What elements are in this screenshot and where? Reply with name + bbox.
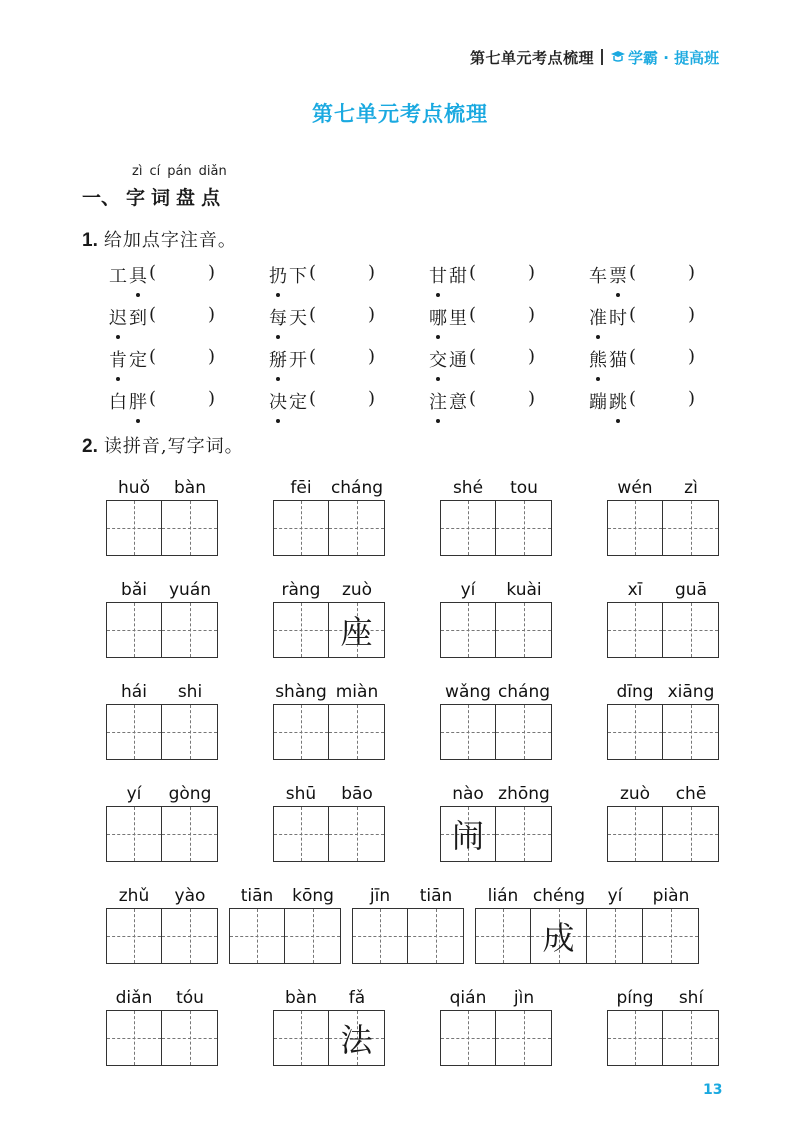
tianzi-cell[interactable]: [273, 704, 329, 760]
answer-paren-close: ): [368, 304, 376, 325]
word-char: 甜: [449, 266, 467, 287]
word-char: 工: [109, 266, 127, 287]
answer-blank[interactable]: [316, 388, 368, 414]
header-brand-text: 学霸 · 提高班: [628, 48, 720, 67]
tianzi-cell[interactable]: [106, 908, 162, 964]
pinyin-label: wǎng: [445, 682, 491, 702]
pinyin-label: lián: [487, 886, 519, 906]
word-char: 车: [589, 266, 607, 287]
tianzi-cell[interactable]: [440, 704, 496, 760]
pinyin-label: fǎ: [348, 988, 366, 1008]
pinyin-label: zì: [684, 478, 698, 498]
tianzi-cell[interactable]: [106, 602, 162, 658]
prefilled-char: 成: [542, 919, 575, 957]
pinyin-label: shàng: [275, 682, 327, 702]
answer-paren-close: ): [688, 262, 696, 283]
word-char: 定: [289, 392, 307, 413]
tianzi-cell[interactable]: [663, 1010, 719, 1066]
tianzi-cell[interactable]: [663, 500, 719, 556]
answer-paren-close: ): [688, 346, 696, 367]
pinyin-label: chē: [675, 784, 707, 804]
pinyin-label: gòng: [168, 784, 212, 804]
pinyin-label: cháng: [330, 478, 384, 498]
tianzi-cell[interactable]: [273, 500, 329, 556]
pinyin-label: bāo: [341, 784, 373, 804]
tianzi-cell[interactable]: [162, 806, 218, 862]
answer-paren-close: ): [208, 262, 216, 283]
header-divider: [601, 49, 603, 65]
answer-paren-open: (: [629, 388, 637, 409]
word-char: 意: [449, 392, 467, 413]
pinyin-label: bǎi: [121, 580, 147, 600]
tianzi-cell[interactable]: [587, 908, 643, 964]
tianzi-cell[interactable]: [440, 500, 496, 556]
tianzi-cell[interactable]: [162, 704, 218, 760]
tianzi-cell[interactable]: [440, 806, 496, 862]
word-char: 里: [449, 308, 467, 329]
pinyin-label: shí: [678, 988, 704, 1008]
word-char: 哪: [428, 304, 448, 330]
answer-paren-open: (: [629, 304, 637, 325]
tianzi-cell[interactable]: [496, 602, 552, 658]
answer-blank[interactable]: [156, 262, 208, 288]
pinyin-label: piàn: [652, 886, 690, 906]
tianzi-cell[interactable]: [663, 704, 719, 760]
question-2: [82, 432, 244, 458]
answer-paren-open: (: [629, 346, 637, 367]
section-heading-num: 一、: [82, 187, 121, 209]
annotation-word: [428, 304, 535, 330]
word-char: 准: [588, 304, 608, 330]
annotation-word: [588, 304, 695, 330]
word-char: 肯: [108, 346, 128, 372]
pinyin-label: shū: [285, 784, 317, 804]
answer-paren-close: ): [368, 388, 376, 409]
pinyin-label: chéng: [532, 886, 586, 906]
pinyin-label: yuán: [168, 580, 212, 600]
tianzi-cell[interactable]: [106, 704, 162, 760]
pinyin-label: píng: [616, 988, 654, 1008]
tianzi-cell[interactable]: [273, 806, 329, 862]
tianzi-cell[interactable]: [496, 704, 552, 760]
pinyin-label: zuò: [619, 784, 651, 804]
answer-blank[interactable]: [476, 304, 528, 330]
word-char: 下: [289, 266, 307, 287]
answer-paren-close: ): [528, 304, 536, 325]
word-char: 掰: [268, 346, 288, 372]
section-heading-char-3: 盘: [176, 187, 202, 209]
tianzi-cell[interactable]: [440, 1010, 496, 1066]
pinyin-label: ràng: [281, 580, 321, 600]
pinyin-label: yí: [460, 580, 476, 600]
pinyin-label: miàn: [335, 682, 379, 702]
annotation-word: [108, 346, 215, 372]
annotation-word: [268, 304, 375, 330]
page-header: [470, 46, 719, 68]
pinyin-label: dīng: [616, 682, 654, 702]
answer-paren-close: ): [208, 388, 216, 409]
answer-blank[interactable]: [636, 346, 688, 372]
word-char: 时: [609, 308, 627, 329]
tianzi-cell[interactable]: [607, 704, 663, 760]
tianzi-cell[interactable]: [229, 908, 285, 964]
pinyin-label: diǎn: [115, 988, 153, 1008]
answer-blank[interactable]: [636, 262, 688, 288]
word-char: 扔: [268, 262, 288, 288]
word-char: 天: [289, 308, 307, 329]
annotation-word: [108, 262, 215, 288]
answer-blank[interactable]: [156, 304, 208, 330]
tianzi-cell[interactable]: [162, 1010, 218, 1066]
tianzi-cell[interactable]: [329, 1010, 385, 1066]
page-number: 13: [703, 1082, 723, 1098]
word-char: 注: [428, 388, 448, 414]
tianzi-cell[interactable]: [329, 500, 385, 556]
answer-paren-close: ): [528, 262, 536, 283]
word-char: 决: [268, 388, 288, 414]
pinyin-4: diǎn: [198, 164, 227, 179]
question-1: [82, 226, 237, 252]
tianzi-cell[interactable]: [475, 908, 531, 964]
pinyin-label: fēi: [290, 478, 312, 498]
tianzi-cell[interactable]: [285, 908, 341, 964]
pinyin-label: hái: [121, 682, 147, 702]
tianzi-cell[interactable]: [162, 500, 218, 556]
answer-paren-close: ): [208, 304, 216, 325]
answer-paren-open: (: [629, 262, 637, 283]
prefilled-char: 法: [340, 1021, 373, 1059]
annotation-word: [108, 388, 215, 414]
word-char: 到: [129, 308, 147, 329]
answer-paren-open: (: [149, 346, 157, 367]
tianzi-cell[interactable]: [273, 602, 329, 658]
pinyin-3: pán: [167, 164, 192, 179]
tianzi-cell[interactable]: [663, 806, 719, 862]
word-char: 定: [129, 350, 147, 371]
answer-blank[interactable]: [156, 388, 208, 414]
pinyin-label: yí: [126, 784, 142, 804]
tianzi-cell[interactable]: [106, 806, 162, 862]
pinyin-label: zhōng: [498, 784, 550, 804]
answer-blank[interactable]: [476, 346, 528, 372]
answer-paren-open: (: [309, 304, 317, 325]
page-title: 第七单元考点梳理: [312, 101, 488, 126]
tianzi-cell[interactable]: [329, 704, 385, 760]
answer-paren-open: (: [469, 304, 477, 325]
answer-paren-open: (: [309, 388, 317, 409]
pinyin-label: guā: [675, 580, 707, 600]
pinyin-label: nào: [452, 784, 484, 804]
pinyin-label: bàn: [174, 478, 206, 498]
pinyin-label: bàn: [285, 988, 317, 1008]
word-char: 猫: [609, 350, 627, 371]
word-char: 具: [128, 262, 148, 288]
word-char: 蹦: [589, 392, 607, 413]
pinyin-label: zhǔ: [118, 886, 150, 906]
tianzi-cell[interactable]: [329, 806, 385, 862]
graduation-cap-icon: [610, 49, 626, 65]
word-char: 开: [289, 350, 307, 371]
answer-paren-open: (: [309, 346, 317, 367]
pinyin-label: wén: [617, 478, 653, 498]
answer-paren-open: (: [469, 388, 477, 409]
prefilled-char: 座: [340, 613, 373, 651]
tianzi-cell[interactable]: [329, 602, 385, 658]
answer-paren-close: ): [688, 304, 696, 325]
question-2-text: 读拼音,写字词。: [103, 436, 244, 457]
pinyin-1: zì: [132, 164, 143, 179]
word-char: 票: [608, 262, 628, 288]
pinyin-label: tóu: [176, 988, 204, 1008]
answer-blank[interactable]: [316, 262, 368, 288]
answer-paren-close: ): [528, 346, 536, 367]
answer-blank[interactable]: [316, 346, 368, 372]
pinyin-label: kōng: [292, 886, 334, 906]
word-char: 通: [449, 350, 467, 371]
answer-paren-open: (: [469, 346, 477, 367]
answer-paren-close: ): [368, 346, 376, 367]
section-heading-char-1: 字: [126, 187, 152, 209]
tianzi-cell[interactable]: [531, 908, 587, 964]
tianzi-cell[interactable]: [162, 602, 218, 658]
answer-blank[interactable]: [156, 346, 208, 372]
answer-paren-open: (: [309, 262, 317, 283]
annotation-word: [588, 346, 695, 372]
pinyin-label: zuò: [341, 580, 373, 600]
prefilled-char: 闹: [451, 817, 484, 855]
tianzi-cell[interactable]: [440, 602, 496, 658]
annotation-word: [428, 388, 535, 414]
question-1-text: 给加点字注音。: [103, 230, 237, 251]
tianzi-cell[interactable]: [496, 500, 552, 556]
pinyin-label: tiān: [240, 886, 274, 906]
answer-paren-open: (: [149, 388, 157, 409]
pinyin-label: cháng: [497, 682, 551, 702]
word-char: 每: [268, 304, 288, 330]
section-heading-char-4: 点: [201, 187, 227, 209]
answer-blank[interactable]: [636, 304, 688, 330]
tianzi-cell[interactable]: [663, 602, 719, 658]
annotation-word: [108, 304, 215, 330]
pinyin-label: shé: [452, 478, 484, 498]
question-1-number: 1.: [82, 230, 98, 251]
section-heading-char-2: 词: [151, 187, 177, 209]
tianzi-cell[interactable]: [162, 908, 218, 964]
pinyin-label: qián: [449, 988, 487, 1008]
tianzi-cell[interactable]: [607, 806, 663, 862]
tianzi-cell[interactable]: [496, 806, 552, 862]
section-pinyin: [132, 164, 234, 179]
answer-blank[interactable]: [476, 388, 528, 414]
tianzi-cell[interactable]: [106, 1010, 162, 1066]
annotation-word: [268, 346, 375, 372]
tianzi-cell[interactable]: [607, 602, 663, 658]
tianzi-cell[interactable]: [106, 500, 162, 556]
pinyin-label: xiāng: [667, 682, 715, 702]
pinyin-label: jīn: [369, 886, 391, 906]
word-char: 迟: [108, 304, 128, 330]
tianzi-cell[interactable]: [273, 1010, 329, 1066]
annotation-word: [268, 262, 375, 288]
tianzi-cell[interactable]: [607, 1010, 663, 1066]
annotation-word: [428, 262, 535, 288]
pinyin-label: shi: [177, 682, 203, 702]
annotation-word: [428, 346, 535, 372]
tianzi-cell[interactable]: [496, 1010, 552, 1066]
word-char: 跳: [608, 388, 628, 414]
tianzi-cell[interactable]: [607, 500, 663, 556]
pinyin-label: jìn: [513, 988, 535, 1008]
header-title: 第七单元考点梳理: [470, 48, 595, 67]
answer-paren-close: ): [208, 346, 216, 367]
answer-paren-open: (: [469, 262, 477, 283]
answer-paren-open: (: [149, 304, 157, 325]
pinyin-label: tiān: [419, 886, 453, 906]
word-char: 甘: [428, 262, 448, 288]
annotation-word: [268, 388, 375, 414]
word-char: 白: [109, 392, 127, 413]
question-2-number: 2.: [82, 436, 98, 457]
pinyin-label: huǒ: [118, 478, 150, 498]
answer-blank[interactable]: [476, 262, 528, 288]
pinyin-label: yào: [174, 886, 206, 906]
tianzi-cell[interactable]: [352, 908, 408, 964]
tianzi-cell[interactable]: [643, 908, 699, 964]
answer-paren-close: ): [688, 388, 696, 409]
word-char: 胖: [128, 388, 148, 414]
answer-blank[interactable]: [636, 388, 688, 414]
pinyin-2: cí: [149, 164, 161, 179]
answer-paren-close: ): [528, 388, 536, 409]
pinyin-label: xī: [627, 580, 643, 600]
annotation-word: [588, 262, 695, 288]
tianzi-cell[interactable]: [408, 908, 464, 964]
pinyin-label: kuài: [506, 580, 542, 600]
answer-paren-close: ): [368, 262, 376, 283]
answer-paren-open: (: [149, 262, 157, 283]
section-heading: [82, 183, 226, 210]
word-char: 交: [428, 346, 448, 372]
word-char: 熊: [588, 346, 608, 372]
pinyin-label: yí: [607, 886, 623, 906]
annotation-word: [588, 388, 695, 414]
header-brand: [610, 47, 719, 68]
pinyin-label: tou: [510, 478, 538, 498]
answer-blank[interactable]: [316, 304, 368, 330]
